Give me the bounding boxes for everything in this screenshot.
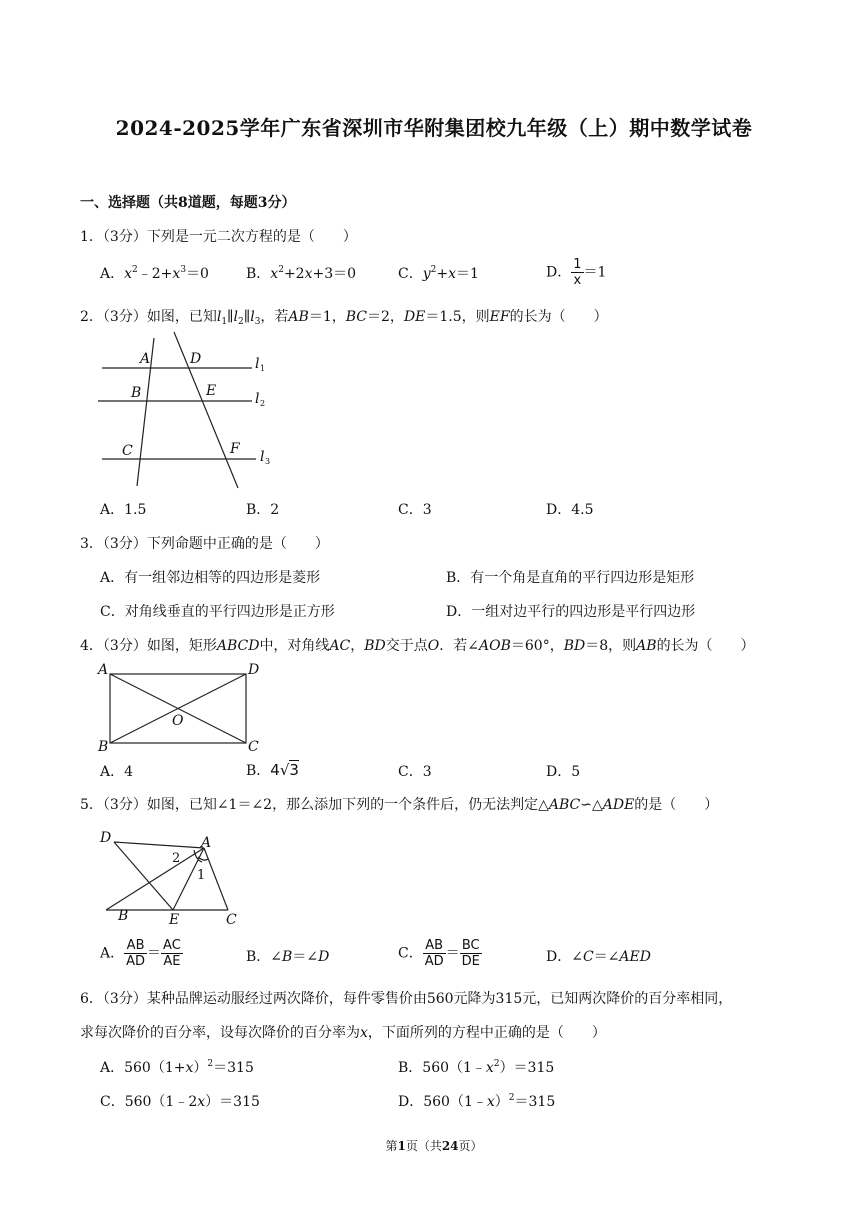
svg-text:B: B [98, 739, 109, 755]
question-4: 4．（3分）如图，矩形ABCD中，对角线AC，BD交于点O．若∠AOB＝60°，BD＝8，则AB的长为（ ） [80, 638, 755, 654]
page-footer: 第1页（共24页） [385, 1139, 483, 1153]
question-3: 3．（3分）下列命题中正确的是（ ） [80, 536, 329, 552]
q1-option-c: C．$y^2+x=1$ [398, 265, 479, 282]
label-B: B [131, 385, 142, 401]
q5-option-c: C． $\frac{AB}{AD}$ ＝ $\frac{BC}{DE}$ [398, 938, 480, 969]
label-A: A [140, 351, 151, 367]
q3-option-c: C．对角线垂直的平行四边形是正方形 [100, 604, 335, 620]
svg-text:2: 2 [172, 851, 181, 866]
svg-text:C: C [226, 912, 237, 928]
q3-option-d: D．一组对边平行的四边形是平行四边形 [446, 604, 696, 620]
similar-triangles-figure [94, 826, 254, 930]
question-6-line-2: 求每次降价的百分率，设每次降价的百分率为x，下面所列的方程中正确的是（ ） [80, 1025, 606, 1041]
parallel-lines-figure [94, 330, 284, 492]
q3-option-b: B．有一个角是直角的平行四边形是矩形 [446, 570, 695, 586]
svg-text:2: 2 [260, 399, 266, 408]
question-2: 2．（3分）如图，已知$l_1\parallel l_2\parallel l_3$，若AB＝1，BC＝2，DE＝1.5，则EF的长为（ ） [80, 309, 608, 327]
svg-text:1: 1 [197, 868, 206, 883]
svg-text:1: 1 [260, 364, 266, 373]
page-title: 2024-2025学年广东省深圳市华附集团校九年级（上）期中数学试卷 [115, 116, 753, 140]
svg-text:D: D [248, 662, 260, 678]
svg-text:A: A [98, 662, 109, 678]
svg-text:l: l [255, 391, 260, 407]
rectangle-figure [94, 660, 274, 756]
q1-option-a: A．$x^2﹣2+x^3=0$ [100, 265, 209, 282]
q6-option-d: D．560（1﹣x）$^2$＝315 [398, 1093, 556, 1110]
label-l1: l [255, 356, 260, 372]
q5-option-a: A． $\frac{AB}{AD}$ ＝ $\frac{AC}{AE}$ [100, 938, 181, 969]
q2-option-a: A．1.5 [100, 502, 147, 518]
label-D: D [190, 351, 202, 367]
q6-option-a: A．$560(1+x)^2=315$ [100, 1059, 254, 1076]
svg-text:A: A [201, 835, 212, 851]
q4-option-b: B．4√3 [246, 761, 299, 779]
q3-option-a: A．有一组邻边相等的四边形是菱形 [100, 570, 321, 586]
q1-option-d: D． $\frac{1}{x}$ ＝1 [546, 257, 607, 288]
question-5: 5．（3分）如图，已知∠1＝∠2，那么添加下列的一个条件后，仍无法判定△ABC∽△ADE的是（ ） [80, 797, 719, 813]
question-1: 1．（3分）下列是一元二次方程的是（ ） [80, 229, 357, 245]
svg-text:E: E [169, 912, 180, 928]
q5-option-b: B．∠B＝∠D [246, 949, 330, 965]
label-F: F [230, 441, 240, 457]
q2-option-b: B．2 [246, 502, 280, 518]
q5-option-d: D．∠C＝∠AED [546, 949, 651, 965]
q1-option-b: B．$x^2+2x+3=0$ [246, 265, 357, 282]
svg-text:B: B [118, 908, 129, 924]
q6-option-b: B．$560(1﹣x^2)=315$ [398, 1059, 555, 1076]
q4-option-a: A．4 [100, 764, 134, 780]
q4-option-d: D．5 [546, 764, 581, 780]
svg-text:C: C [248, 739, 259, 755]
svg-text:D: D [100, 830, 112, 846]
section-heading: 一、选择题（共8道题，每题3分） [80, 195, 296, 211]
svg-text:l: l [260, 449, 265, 465]
q2-option-d: D．4.5 [546, 502, 594, 518]
q6-option-c: C．560（1﹣2x）＝315 [100, 1094, 260, 1110]
svg-text:3: 3 [265, 457, 271, 466]
q2-option-c: C．3 [398, 502, 432, 518]
label-E: E [206, 383, 217, 399]
svg-text:O: O [172, 713, 184, 729]
question-6-line-1: 6．（3分）某种品牌运动服经过两次降价，每件零售价由560元降为315元，已知两次降价的百分率相同， [80, 991, 733, 1007]
label-C: C [122, 443, 133, 459]
q4-option-c: C．3 [398, 764, 432, 780]
